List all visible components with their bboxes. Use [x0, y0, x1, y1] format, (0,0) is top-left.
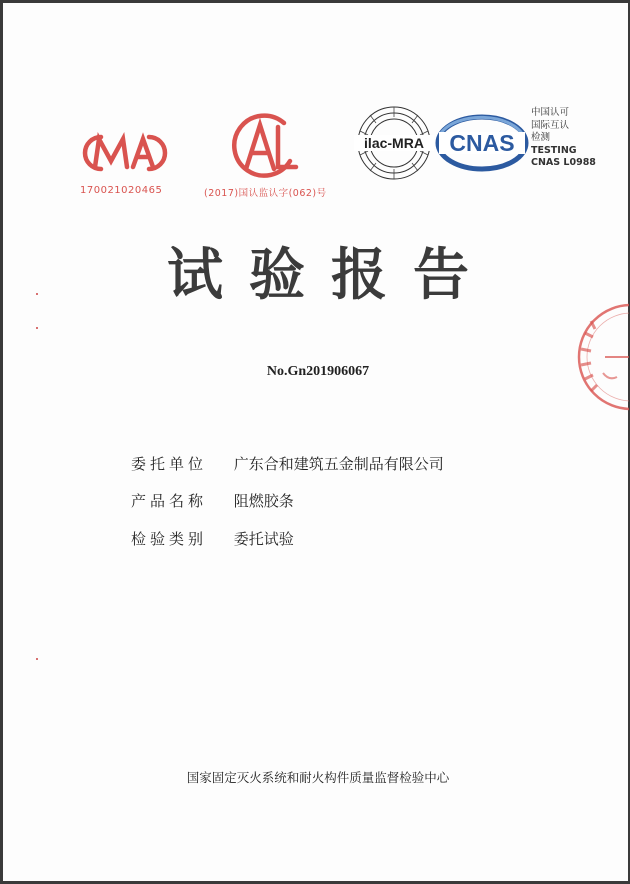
ilac-mra-logo [352, 101, 436, 185]
report-number: No.Gn201906067 [266, 364, 370, 379]
svg-text:CNAS: CNAS [449, 130, 515, 156]
field-label: 委托单位 [131, 455, 208, 473]
official-seal-stamp [569, 299, 629, 415]
cma-logo [81, 127, 171, 179]
field-label: 产品名称 [131, 492, 208, 510]
cal-logo [222, 111, 306, 183]
scan-speck [36, 327, 38, 329]
field-label: 检验类别 [131, 530, 208, 548]
scan-speck [36, 658, 38, 660]
cnas-line: 中国认可 [531, 107, 570, 118]
field-value: 阻燃胶条 [233, 492, 294, 510]
field-value: 委托试验 [233, 530, 294, 548]
cnas-line: 国际互认 [531, 119, 570, 131]
field-value: 广东合和建筑五金制品有限公司 [233, 455, 444, 473]
cnas-line: 检测 [531, 132, 551, 143]
issuing-institution: 国家固定灭火系统和耐火构件质量监督检验中心 [186, 770, 450, 785]
cnas-line: CNAS L0988 [531, 157, 596, 168]
cnas-logo [435, 113, 529, 173]
cnas-line: TESTING [531, 144, 577, 156]
svg-text:ilac-MRA: ilac-MRA [364, 135, 424, 151]
cal-code: (2017)国认监认字(062)号 [204, 188, 327, 199]
cnas-accreditation-text [531, 107, 611, 170]
report-title: 试验报告 [167, 242, 495, 308]
field-product [131, 490, 294, 512]
scan-speck [36, 293, 38, 295]
cma-code: 170021020465 [80, 185, 163, 196]
field-test-type [131, 528, 294, 550]
field-client [131, 453, 444, 475]
